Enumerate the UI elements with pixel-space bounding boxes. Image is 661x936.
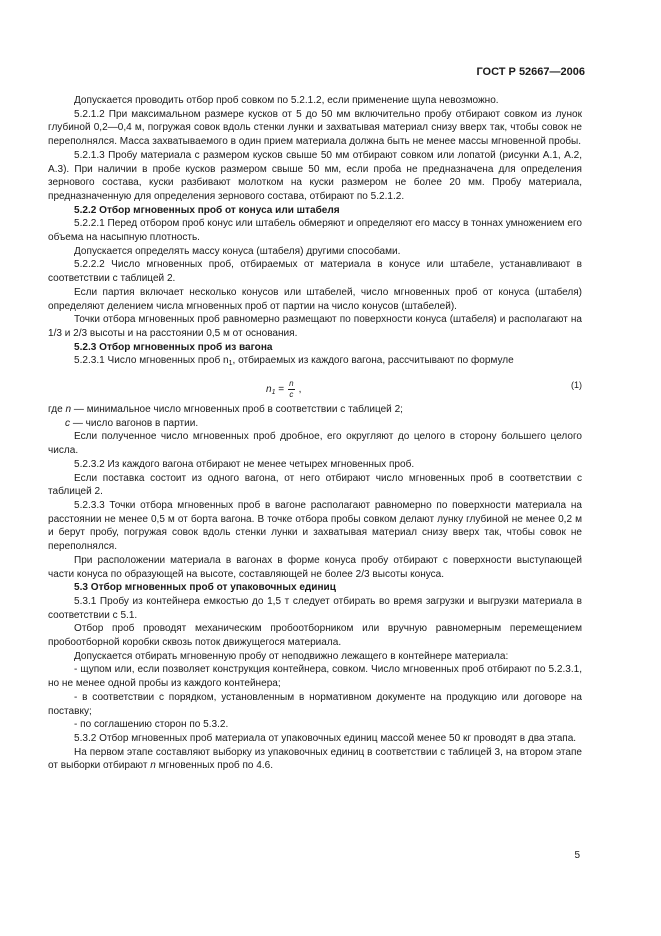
paragraph-5-3-1: 5.3.1 Пробу из контейнера емкостью до 1,5 т следует отбирать во время загрузки и выгрузки материала в соответствии с 5.1. — [48, 595, 582, 621]
paragraph-5-2-2-2: 5.2.2.2 Число мгновенных проб, отбираемых от материала в конусе или штабеле, устанавливают в соответствии с таблицей 2. — [48, 259, 582, 285]
formula-expression — [266, 379, 301, 400]
paragraph-5-2-2-1: 5.2.2.1 Перед отбором проб конус или штабель обмеряют и определяют его массу в тоннах умножением его объема на насыпную плотность. — [48, 218, 582, 244]
formula-lhs-subscript: 1 — [271, 389, 276, 397]
text: мгновенных проб по 4.6. — [155, 760, 274, 772]
text: где — [48, 404, 66, 416]
paragraph-5-2-3-1 — [48, 354, 582, 371]
paragraph: Отбор проб проводят механическим пробоотборником или вручную равномерным перемещением пробоотборной коробки сквозь поток движущегося материала. — [48, 623, 582, 649]
page-number: 5 — [574, 850, 580, 861]
page-body — [48, 94, 582, 773]
text: — минимальное число мгновенных проб в соответствии с таблицей 2; — [71, 404, 403, 416]
formula-tail: , — [298, 384, 302, 396]
formula-legend-n — [48, 403, 582, 417]
section-heading-5-3: 5.3 Отбор мгновенных проб от упаковочных единиц — [74, 582, 336, 594]
fraction-numerator: n — [289, 379, 294, 389]
standard-number: ГОСТ Р 52667—2006 — [476, 66, 585, 78]
paragraph — [48, 746, 582, 773]
paragraph: При расположении материала в вагонах в форме конуса пробу отбирают с поверхности выступающей части конуса по образующей на высоте, составляющей не более 2/3 высоты конуса. — [48, 554, 582, 580]
formula-equals: = — [278, 384, 285, 396]
formula-legend-c — [48, 417, 582, 431]
formula-lhs: n — [266, 384, 272, 396]
paragraph-5-2-1-3: 5.2.1.3 Пробу материала с размером кусков свыше 50 мм отбирают совком или лопатой (рисунки А.1, А.2, А.3). При наличии в пробе кусков размером свыше 50 мм, если проба не предназначена для определения зернового состава, куски разбивают молотком на куски размером не более 20 мм. Пробу материала, предназначенную для определения зернового состава, отбирают по 5.2.1.2. — [48, 149, 582, 202]
fraction-denominator: c — [289, 390, 294, 400]
formula-number: (1) — [571, 380, 582, 391]
paragraph: Если партия включает несколько конусов или штабелей, число мгновенных проб от конуса (штабеля) определяют делением числа мгновенных проб от партии на число конусов (штабелей). — [48, 286, 582, 312]
paragraph-5-2-3-2: 5.2.3.2 Из каждого вагона отбирают не менее четырех мгновенных проб. — [74, 458, 415, 470]
text: — число вагонов в партии. — [70, 417, 199, 429]
paragraph-5-2-3-3: 5.2.3.3 Точки отбора мгновенных проб в вагоне располагают равномерно по поверхности материала на расстоянии не менее 0,5 м от борта вагона. В точке отбора пробы совком делают лунку глубиной не менее 0,2 м и берут пробу, погружая совок вдоль стенки лунки и захватывая материал снизу вверх так, чтобы совок не переполнялся. — [48, 499, 582, 553]
formula-1 — [48, 371, 582, 403]
list-item: - в соответствии с порядком, установленным в нормативном документе на продукцию или договоре на поставку; — [48, 691, 582, 717]
paragraph: Допускается проводить отбор проб совком по 5.2.1.2, если применение щупа невозможно. — [74, 95, 499, 106]
formula-fraction — [288, 379, 294, 400]
text: 5.2.3.1 Число мгновенных проб n — [74, 355, 229, 367]
text: На первом этапе составляют выборку из упаковочных единиц в соответствии с таблицей 3, на втором этапе от выборки отбирают — [48, 746, 582, 772]
subscript: 1 — [228, 360, 233, 368]
variable: n — [65, 404, 72, 416]
paragraph: Допускается отбирать мгновенную пробу от неподвижно лежащего в контейнере материала: — [74, 650, 509, 662]
text: , отбираемых из каждого вагона, рассчитывают по формуле — [232, 355, 514, 367]
section-heading-5-2-2: 5.2.2 Отбор мгновенных проб от конуса или штабеля — [74, 204, 340, 216]
variable: c — [65, 417, 71, 429]
paragraph: Если полученное число мгновенных проб дробное, его округляют до целого в сторону большего целого числа. — [48, 431, 582, 457]
list-item: - по соглашению сторон по 5.3.2. — [74, 719, 229, 731]
section-heading-5-2-3: 5.2.3 Отбор мгновенных проб из вагона — [74, 341, 273, 353]
paragraph: Точки отбора мгновенных проб равномерно размещают по поверхности конуса (штабеля) и располагают на 1/3 и 2/3 высоты и на расстоянии 0,5 м от основания. — [48, 314, 582, 339]
paragraph: Допускается определять массу конуса (штабеля) другими способами. — [74, 245, 401, 257]
list-item: - щупом или, если позволяет конструкция контейнера, совком. Число мгновенных проб отбирают по 5.2.3.1, но не менее одной пробы из каждого контейнера; — [48, 664, 582, 690]
paragraph-5-3-2: 5.3.2 Отбор мгновенных проб материала от упаковочных единиц массой менее 50 кг проводят в два этапа. — [74, 732, 577, 744]
paragraph-5-2-1-2: 5.2.1.2 При максимальном размере кусков от 5 до 50 мм включительно пробу отбирают совком из лунок глубиной 0,2—0,4 м, погружая совок вдоль стенки лунки и захватывая материал снизу вверх так, чтобы совок не переполнялся. Масса захватываемого в один прием материала должна быть не менее массы мгновенной пробы. — [48, 108, 582, 148]
variable: n — [150, 760, 156, 772]
paragraph: Если поставка состоит из одного вагона, от него отбирают число мгновенных проб в соответствии с таблицей 2. — [48, 472, 582, 498]
